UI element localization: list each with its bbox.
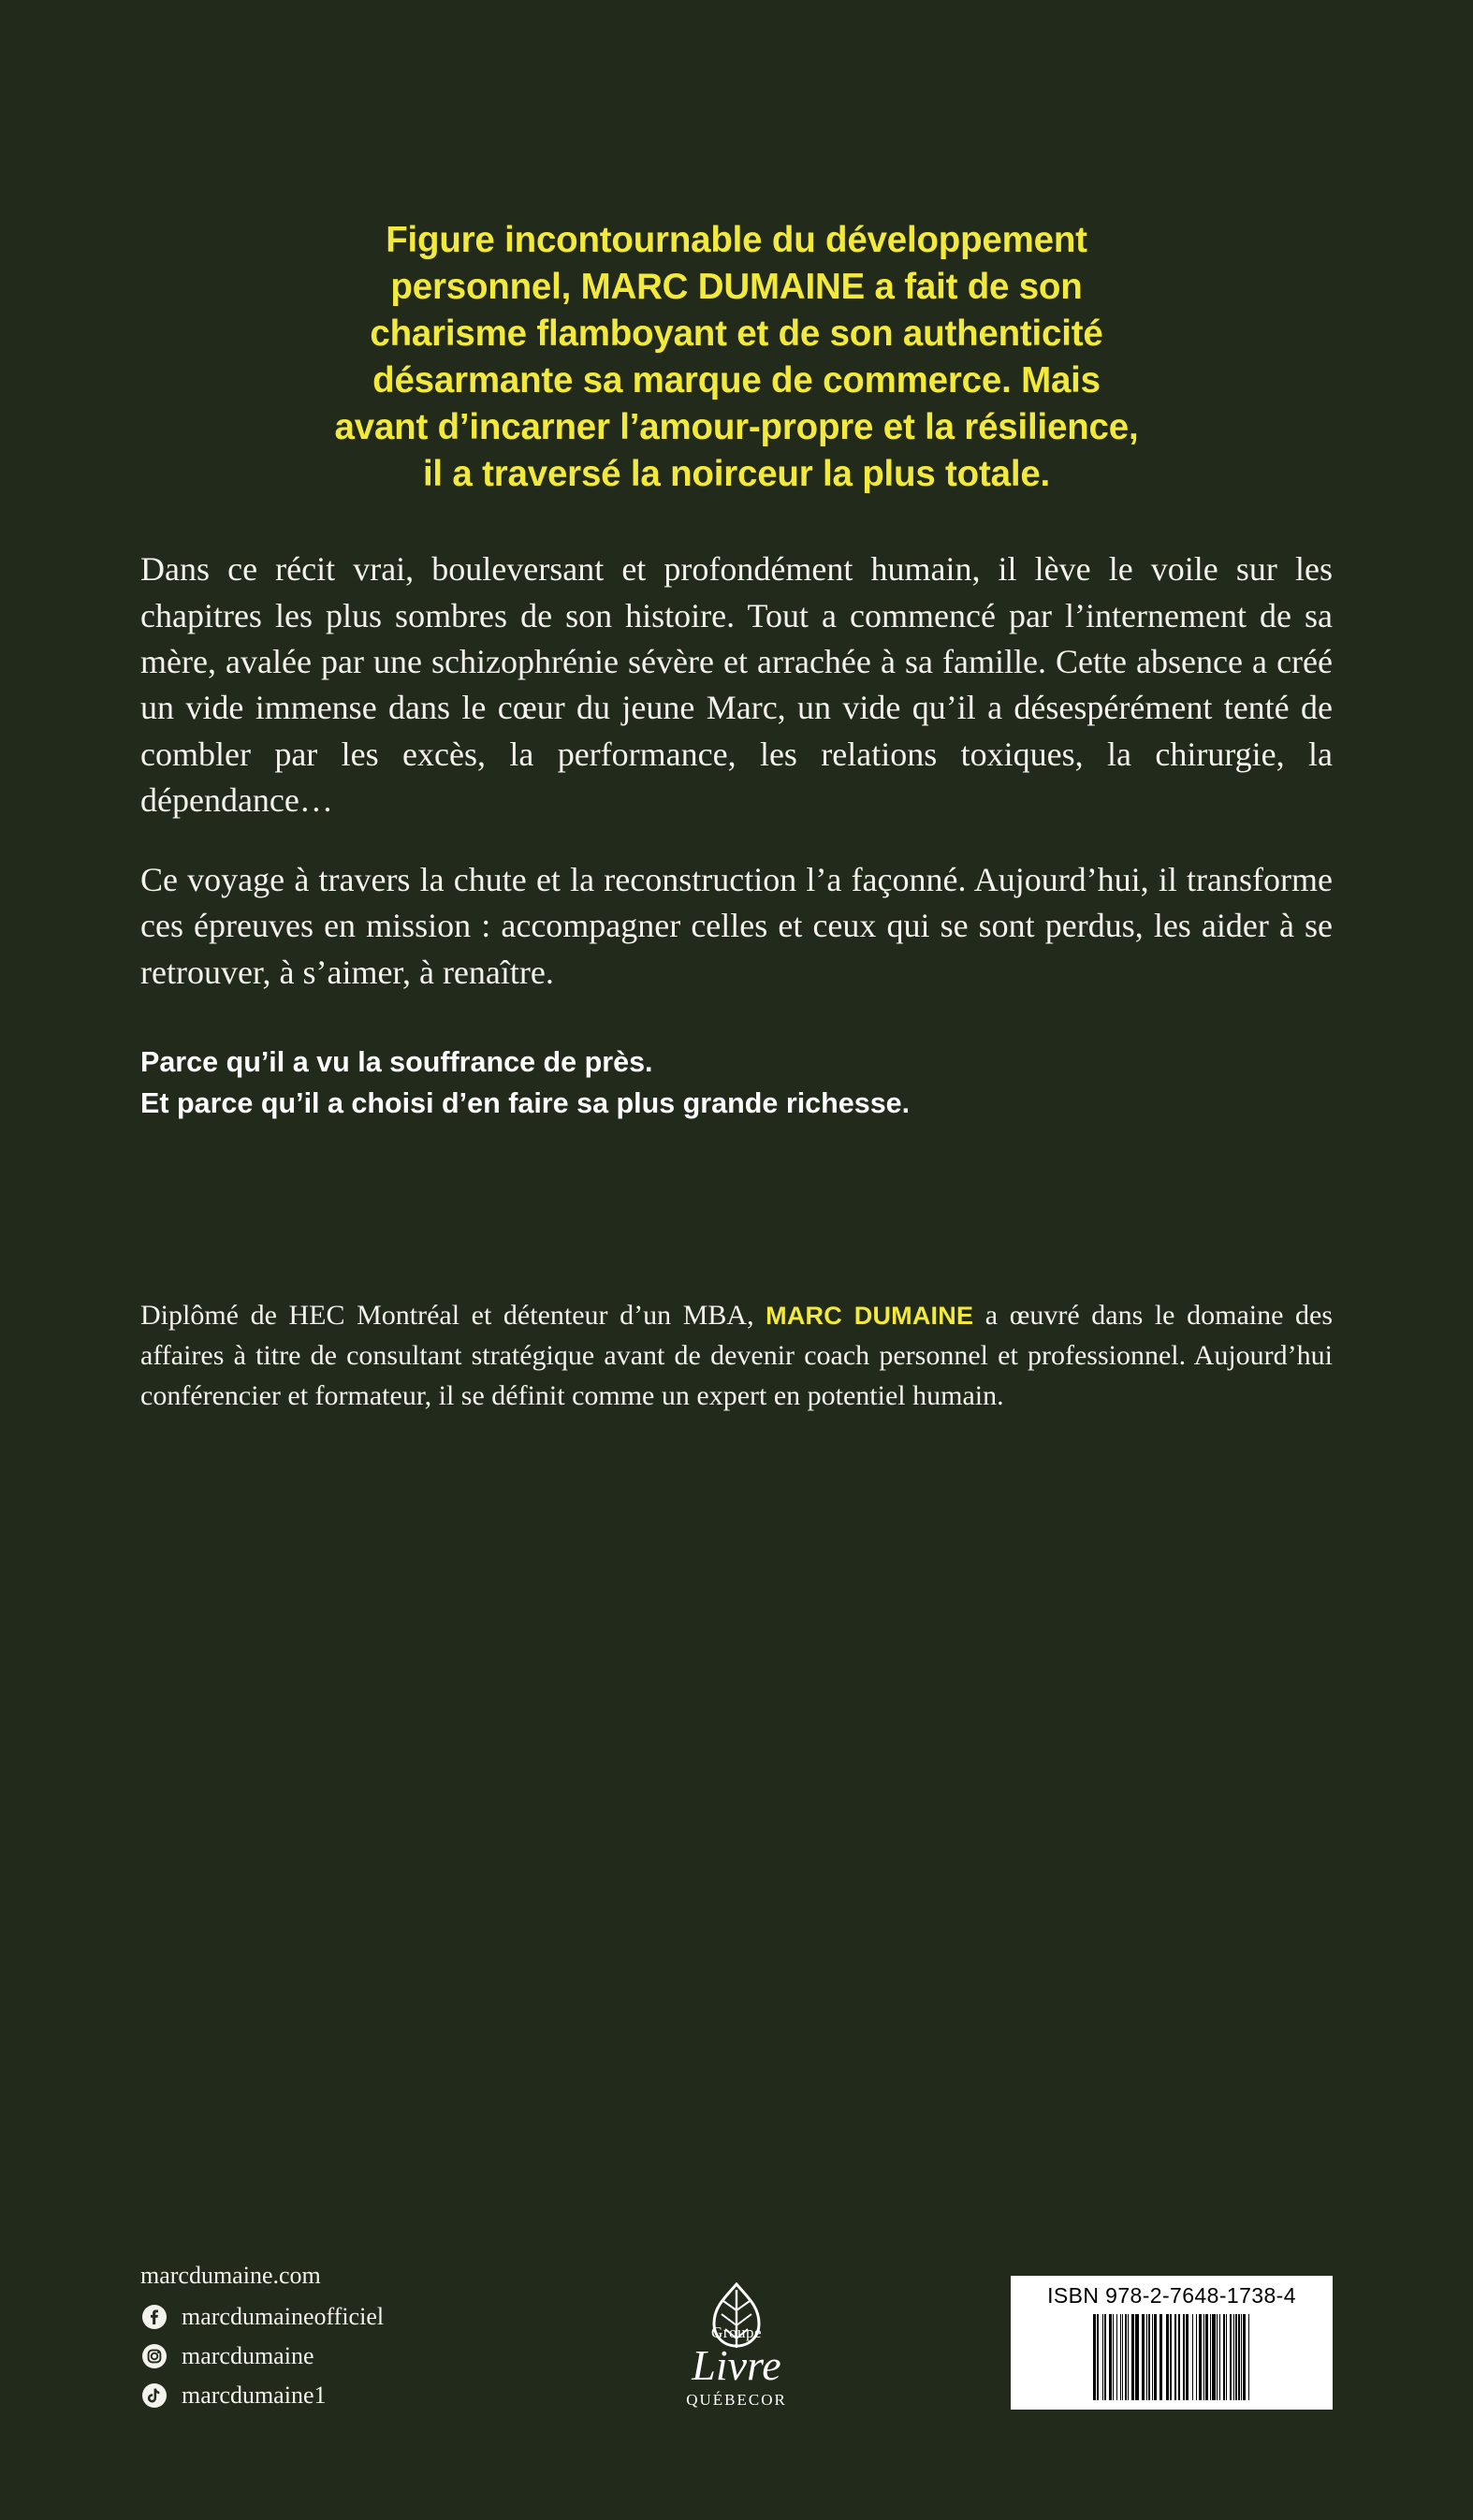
- closing-line: Parce qu’il a vu la souffrance de près.: [140, 1046, 653, 1079]
- body-copy: [140, 546, 1333, 996]
- tiktok-icon: [140, 2382, 168, 2410]
- author-name: MARC DUMAINE: [766, 1302, 974, 1331]
- body-paragraph: Ce voyage à travers la chute et la reconstruction l’a façonné. Aujourd’hui, il transforme ces épreuves en mission : accompagner celles et ceux qui se sont perdus, les aider à se retrouver, à s’aimer, à renaître.: [140, 861, 1333, 991]
- publisher-logo: [648, 2282, 825, 2410]
- headline-line: il a traversé la noirceur la plus totale.: [422, 454, 1051, 495]
- headline-line: avant d’incarner l’amour-propre et la résilience,: [334, 407, 1139, 448]
- social-row-instagram[interactable]: [140, 2342, 384, 2370]
- barcode: [1020, 2314, 1323, 2400]
- bio-text-after: a œuvré dans le domaine des affaires à titre de consultant stratégique avant de devenir coach personnel et professionnel. Aujourd’hui conférencier et formateur, il se définit comme un expert en potentiel humain.: [140, 1300, 1333, 1411]
- social-links: [140, 2264, 384, 2410]
- isbn-barcode-block: [1011, 2276, 1333, 2410]
- instagram-icon: [140, 2342, 168, 2370]
- publisher-groupe: Groupe: [711, 2323, 762, 2341]
- social-row-facebook[interactable]: [140, 2303, 384, 2331]
- bio-text-before: Diplômé de HEC Montréal et détenteur d’un MBA,: [140, 1300, 766, 1332]
- headline-line: Figure incontournable du développement: [386, 220, 1087, 260]
- facebook-icon: [140, 2303, 168, 2331]
- body-paragraph: Dans ce récit vrai, bouleversant et profondément humain, il lève le voile sur les chapitres les plus sombres de son histoire. Tout a commencé par l’internement de sa mère, avalée par une schizophrénie sévère et arrachée à sa famille. Cette absence a créé un vide immense dans le cœur du jeune Marc, un vide qu’il a désespérément tenté de combler par les excès, la performance, les relations toxiques, la chirurgie, la dépendance…: [140, 550, 1333, 819]
- instagram-handle: marcdumaine: [182, 2342, 314, 2369]
- headline-line: personnel, MARC DUMAINE a fait de son: [390, 267, 1083, 308]
- tiktok-handle: marcdumaine1: [182, 2382, 327, 2409]
- social-row-tiktok[interactable]: [140, 2382, 384, 2410]
- author-bio: [140, 1296, 1333, 1416]
- publisher-livre: Livre: [692, 2341, 781, 2389]
- headline-line: charisme flamboyant et de son authenticité: [370, 313, 1103, 355]
- isbn-number: ISBN 978-2-7648-1738-4: [1047, 2283, 1296, 2308]
- closing-statement: [140, 1042, 1333, 1124]
- facebook-handle: marcdumaineofficiel: [182, 2303, 385, 2330]
- headline-block: [140, 217, 1333, 498]
- website-url[interactable]: marcdumaine.com: [140, 2262, 321, 2289]
- closing-line: Et parce qu’il a choisi d’en faire sa plus grande richesse.: [140, 1086, 911, 1119]
- headline-line: désarmante sa marque de commerce. Mais: [372, 360, 1101, 401]
- publisher-quebecor: QUÉBECOR: [686, 2391, 787, 2409]
